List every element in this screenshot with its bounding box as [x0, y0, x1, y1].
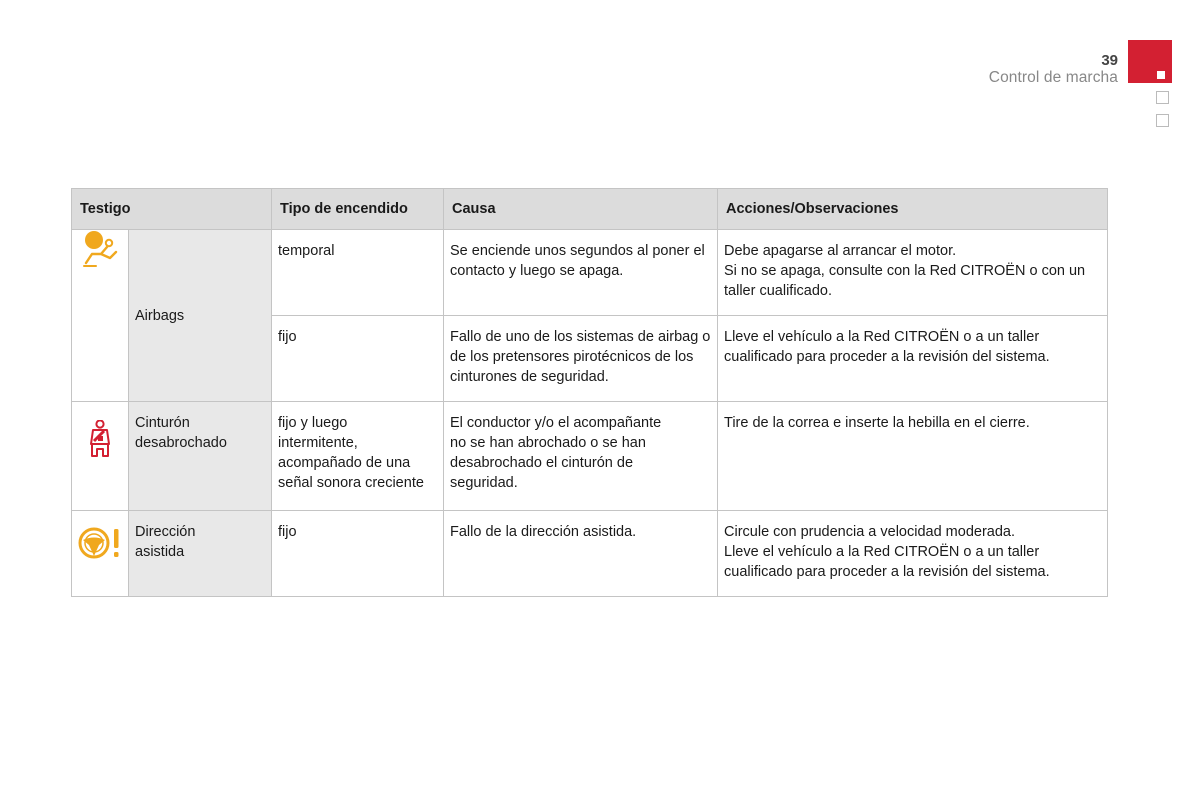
warning-lights-table [71, 188, 1108, 597]
type-line: señal sonora creciente [278, 475, 424, 491]
steering-warning-icon [72, 526, 128, 560]
airbags-name-cell [129, 230, 272, 402]
actions-cell [718, 402, 1108, 511]
type-line: acompañado de una [278, 455, 411, 471]
type-line: intermitente, [278, 435, 358, 451]
cause-text: Fallo de la dirección asistida. [450, 524, 637, 540]
action-line: Circule con prudencia a velocidad moderada. [724, 524, 1015, 540]
header-acciones: Acciones/Observaciones [718, 189, 1108, 230]
type-cell [272, 402, 444, 511]
cause-text: Se enciende unos segundos al poner el contacto y luego se apaga. [450, 243, 705, 279]
section-title: Control de marcha [988, 69, 1118, 86]
header-tipo: Tipo de encendido [272, 189, 444, 230]
steering-name-line: Dirección [135, 524, 196, 540]
steering-name-line: asistida [135, 544, 185, 560]
seatbelt-name-cell [129, 402, 272, 511]
page-number: 39 [1101, 52, 1118, 69]
cause-cell [444, 402, 718, 511]
cause-line: no se han abrochado o se han [450, 435, 646, 451]
seatbelt-name-line: Cinturón [135, 415, 190, 431]
chapter-tab-box [1156, 91, 1169, 104]
type-line: fijo y luego [278, 415, 348, 431]
type-cell [272, 230, 444, 316]
chapter-tab-active [1128, 40, 1172, 83]
header-causa: Causa [444, 189, 718, 230]
type-cell [272, 511, 444, 597]
type-text: temporal [278, 243, 335, 259]
table-row [72, 511, 1108, 597]
seatbelt-warning-icon [72, 420, 128, 458]
cause-line: desabrochado el cinturón de [450, 455, 634, 471]
action-line: Lleve el vehículo a la Red CITROËN o a un taller cualificado para proceder a la revisión del sistema. [724, 329, 1050, 365]
action-line: Debe apagarse al arrancar el motor. [724, 243, 957, 259]
type-cell [272, 316, 444, 402]
chapter-tab-box [1156, 114, 1169, 127]
icon-cell [72, 511, 129, 597]
actions-cell [718, 316, 1108, 402]
airbag-warning-icon [72, 230, 128, 268]
seatbelt-name-line: desabrochado [135, 435, 227, 451]
type-text: fijo [278, 329, 297, 345]
cause-cell [444, 511, 718, 597]
cause-text: Fallo de uno de los sistemas de airbag o de los pretensores pirotécnicos de los cinturones de seguridad. [450, 329, 711, 385]
actions-cell [718, 230, 1108, 316]
icon-cell [72, 402, 129, 511]
tab-dot [1157, 71, 1165, 79]
cause-cell [444, 316, 718, 402]
table-row [72, 402, 1108, 511]
cause-line: seguridad. [450, 475, 518, 491]
action-line: Si no se apaga, consulte con la Red CITROËN o con un taller cualificado. [724, 263, 1086, 299]
action-line: Tire de la correa e inserte la hebilla en el cierre. [724, 415, 1030, 431]
table-row [72, 230, 1108, 316]
table-header-row [72, 189, 1108, 230]
cause-line: El conductor y/o el acompañante [450, 415, 662, 431]
icon-cell [72, 230, 129, 402]
type-text: fijo [278, 524, 297, 540]
cause-cell [444, 230, 718, 316]
steering-name-cell [129, 511, 272, 597]
airbags-name: Airbags [135, 307, 185, 324]
actions-cell [718, 511, 1108, 597]
action-line: Lleve el vehículo a la Red CITROËN o a un taller cualificado para proceder a la revisión del sistema. [724, 544, 1050, 580]
header-testigo: Testigo [72, 189, 272, 230]
